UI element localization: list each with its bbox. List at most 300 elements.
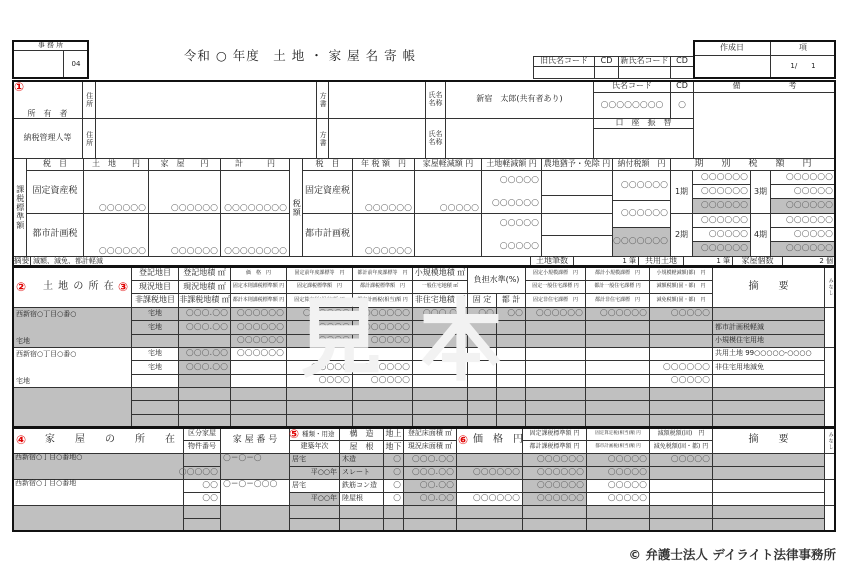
land-header-text: 固定本則課税標準額 円	[232, 283, 285, 290]
house-cell	[383, 479, 404, 493]
house-location-header	[12, 427, 184, 454]
marker-1: ①	[14, 80, 25, 94]
land-cell-text: ○○○○○○	[236, 321, 284, 332]
land-header-text: 都市計画税(相当)額 円	[357, 296, 408, 303]
land-note	[712, 320, 825, 335]
tax-amount-header-text: 期 別 税 額 円	[694, 158, 812, 169]
burden-fixed-header	[467, 293, 497, 308]
land-cell	[131, 374, 179, 388]
office-code-text: 04	[71, 59, 81, 68]
land-header	[649, 266, 713, 281]
period-label-text: 1期	[674, 186, 689, 196]
page-label-text: 項	[799, 42, 807, 52]
house-header-text: 屋 根	[349, 441, 374, 451]
tax-amount-header-text: 税 目	[315, 159, 340, 169]
period-amount	[692, 213, 751, 228]
house-cell	[522, 466, 587, 480]
land-cell-text: ○○○○○	[370, 375, 410, 386]
land-header	[649, 293, 713, 308]
manager-katagaki-field[interactable]	[328, 118, 426, 159]
land-note	[712, 334, 825, 348]
tax-base-house-text: ○○○○○○	[170, 245, 218, 256]
period-amount	[770, 213, 836, 228]
land-cell-text: ○○○○○	[310, 361, 350, 372]
land-cell-text: ○○○.○○	[185, 321, 228, 332]
payment-amount	[612, 170, 671, 201]
land-cell	[649, 387, 713, 401]
land-header-text: 現況地目	[139, 281, 171, 291]
house-header-text: 都市計画税(相当)額 円	[595, 443, 641, 449]
house-header-text: 減額税額(固) 円	[657, 429, 705, 437]
burden-level-header-text: 負担水準(%)	[473, 274, 520, 284]
house-cell	[649, 505, 713, 519]
house-location-text: 西新宿○丁目○番地○	[15, 453, 83, 461]
marker-5: ⑤	[289, 427, 300, 441]
page-label	[770, 40, 836, 56]
land-cell	[467, 347, 497, 361]
land-cell	[286, 414, 353, 428]
land-header	[352, 280, 413, 294]
land-cell-text: ○○○○○	[670, 375, 710, 386]
house-cell	[649, 466, 713, 480]
house-number-text: ○−○−○	[223, 453, 262, 463]
tax-base-house	[148, 213, 221, 257]
land-location-text: 西新宿○丁目○番○	[16, 310, 77, 318]
land-cell-text: ○○○○○○	[535, 308, 583, 319]
land-header-text: 登記地積 ㎡	[183, 268, 226, 278]
land-note-text: 非住宅用地減免	[715, 362, 764, 371]
tax-amount-label-text: 税額	[292, 198, 302, 217]
remarks-label-text: 備 考	[732, 81, 797, 91]
land-cell	[131, 360, 179, 375]
farmland-deferral-field	[541, 235, 613, 257]
land-note-text: 共用土地 99○○○○○-○○○○	[715, 349, 812, 358]
owner-name-label	[425, 80, 446, 119]
burden-fixed-header-text: 固 定	[472, 295, 492, 305]
land-cell-text: ○○○○○○	[302, 308, 350, 319]
land-note	[712, 347, 825, 361]
land-header	[230, 280, 287, 294]
land-header	[649, 280, 713, 294]
period-label	[670, 170, 693, 214]
land-reduction	[481, 195, 541, 211]
house-header-text: 区分家屋	[188, 429, 216, 438]
house-cell	[522, 518, 587, 532]
shared-land-label-text: 共用土地	[645, 256, 677, 266]
house-header-text: 物件番号	[188, 442, 216, 451]
house-summary-header-text: 摘 要	[748, 434, 789, 446]
land-cell-text: ○○○○○	[310, 335, 350, 346]
tax-amount-header-text: 年 税 額 円	[360, 159, 407, 169]
house-cell-text: ○○○.○○	[411, 454, 454, 465]
account-transfer-label-text: 口 座 振 替	[615, 118, 672, 128]
land-reduction	[481, 172, 541, 188]
house-location-header-text: 家 屋 の 所 在	[45, 434, 175, 446]
house-number	[220, 479, 290, 506]
land-note-text: 都市計画税軽減	[715, 322, 764, 331]
house-header-text: 登記床面積 ㎡	[407, 429, 453, 438]
house-header	[183, 427, 221, 441]
land-header-text: 固定課税標準額 円	[296, 283, 342, 290]
period-amount-text: ○○○○○○	[700, 214, 748, 225]
land-cell	[525, 414, 586, 428]
house-header-text: 現況床面積 ㎡	[407, 442, 453, 451]
shared-land-count-text: 1 筆	[716, 256, 730, 265]
house-cell	[289, 453, 340, 467]
house-cell-text: ○○○○○	[607, 467, 647, 478]
page-value-text: 1/ 1	[790, 62, 816, 71]
land-cell-text: ○○○○○○	[599, 308, 647, 319]
land-cell	[178, 334, 231, 348]
land-cell	[649, 347, 713, 361]
house-cell-text: ○	[393, 493, 401, 504]
house-header-text: 地上	[385, 428, 402, 438]
page-value	[770, 55, 836, 79]
created-date-field	[693, 55, 771, 79]
land-minashi-cell	[824, 307, 836, 348]
land-cell	[230, 320, 287, 335]
land-count-label-text: 土地筆数	[536, 256, 568, 266]
land-cell-text: ○○○○○	[670, 308, 710, 319]
house-cell	[649, 518, 713, 532]
house-cell	[339, 466, 384, 480]
land-cell-text: ○○○.○○	[185, 361, 228, 372]
burden-city-header-text: 都 計	[501, 295, 521, 305]
land-cell-text: ○○○○○○	[236, 348, 284, 359]
house-cell	[403, 479, 457, 493]
created-date-label	[693, 40, 771, 56]
land-cell	[412, 414, 468, 428]
house-price-header-text: 価 格 円	[473, 434, 523, 446]
land-cell	[131, 320, 179, 335]
owner-name-text: 新宿 太郎(共有者あり)	[476, 94, 563, 104]
land-cell	[178, 360, 231, 375]
land-location-use	[14, 414, 131, 427]
house-cell	[183, 453, 221, 467]
house-cell	[712, 466, 825, 480]
tax-base-header-text: 家 屋 円	[160, 159, 209, 169]
land-minashi-cell	[824, 347, 836, 388]
land-cell-text: ○○	[478, 308, 494, 319]
land-cell	[525, 307, 586, 321]
house-cell	[183, 479, 221, 493]
house-cell	[586, 505, 650, 519]
house-number	[220, 453, 290, 480]
period-label	[750, 170, 771, 214]
land-cell	[352, 360, 413, 375]
house-cell-text: ○○	[202, 493, 218, 504]
house-cell	[456, 453, 523, 467]
land-cell	[496, 414, 526, 428]
house-cell-text: ○○○○○○	[536, 467, 584, 478]
land-cell	[496, 400, 526, 415]
land-reduction-text: ○○○○○○	[491, 198, 539, 208]
land-cell-text: ○○○○○○	[362, 321, 410, 332]
land-reduction-text: ○○○○○	[499, 241, 539, 251]
house-cell	[456, 492, 523, 506]
house-cell-text: ○○○.○○	[411, 467, 454, 478]
house-minashi-header-text: みなし	[827, 431, 834, 450]
owner-name-label-text: 氏名名称	[428, 91, 443, 107]
house-cell-text: 平○○年	[310, 494, 337, 503]
land-header	[585, 266, 650, 281]
house-header	[403, 427, 457, 441]
copyright: © 弁護士法人 デイライト法律事務所	[628, 547, 836, 562]
name-code-label-text: 氏名コード	[612, 81, 652, 91]
land-reduction-text: ○○○○○	[499, 218, 539, 228]
land-location	[14, 348, 131, 360]
payment-amount	[612, 227, 671, 257]
house-cell	[522, 492, 587, 506]
land-header-text: 非課税地目	[135, 295, 175, 305]
house-header-text: 固定算定税(相当)額 円	[595, 430, 641, 436]
land-header-text: 固定算定税(相当)額 円	[294, 296, 345, 303]
land-reduction-text: ○○○○○	[499, 175, 539, 185]
house-header-text: 固定課税標準額 円	[529, 429, 580, 437]
land-note	[712, 387, 825, 401]
land-header-text: 登記地目	[139, 268, 171, 278]
house-cell	[403, 518, 457, 532]
tax-amount-header-text: 農地猶予・免除 円	[543, 159, 611, 169]
house-cell	[522, 453, 587, 467]
land-cell	[131, 334, 179, 348]
house-cell	[456, 505, 523, 519]
house-cell-text: ○○○○○	[607, 493, 647, 504]
account-transfer-field	[593, 128, 694, 159]
house-cell	[712, 479, 825, 493]
land-cell	[525, 360, 586, 375]
period-amount-text: ○○○○○	[793, 228, 833, 239]
land-cell-text: ○○○○○○	[362, 308, 410, 319]
period-amount	[770, 227, 836, 242]
land-header	[230, 266, 287, 281]
land-header	[178, 280, 231, 294]
land-cell	[496, 320, 526, 335]
land-cell	[230, 374, 287, 388]
house-cell	[712, 453, 825, 467]
land-cell	[412, 320, 468, 335]
tax-item-name	[26, 213, 84, 257]
land-cell	[496, 387, 526, 401]
manager-name-field[interactable]	[445, 118, 594, 159]
manager-label-text: 納税管理人等	[23, 133, 72, 143]
land-location-use	[14, 374, 131, 387]
period-amount-text: ○○○○○○	[785, 200, 833, 211]
house-header	[339, 427, 384, 441]
house-header-text: 建築年次	[300, 442, 329, 451]
land-cell	[352, 334, 413, 348]
manager-address-label-text: 住所	[85, 130, 94, 147]
tax-item-name-text: 固定資産税	[305, 186, 351, 197]
land-minashi-header-text: みなし	[827, 278, 834, 296]
land-cell	[585, 307, 650, 321]
farmland-deferral-field	[541, 170, 613, 196]
house-cell	[712, 505, 825, 519]
house-header	[383, 440, 404, 454]
office-name-field[interactable]	[12, 50, 64, 79]
land-cell-text: 宅地	[148, 322, 162, 331]
land-cell	[585, 374, 650, 388]
land-cell	[131, 347, 179, 361]
tax-base-total-text: ○○○○○○○○	[224, 202, 287, 213]
land-cell	[525, 320, 586, 335]
land-cell-text: ○○○○○○	[662, 361, 710, 372]
house-number-text: ○−○−○○○	[223, 479, 278, 489]
period-amount	[692, 170, 751, 185]
land-note	[712, 307, 825, 321]
period-amount-text: ○○○○○○	[785, 243, 833, 254]
created-date-label-text: 作成日	[720, 42, 744, 52]
manager-address-field[interactable]	[95, 118, 317, 159]
owner-label-text: 所 有 者	[27, 108, 68, 118]
owner-address-label	[82, 80, 96, 119]
land-cell	[178, 307, 231, 321]
annual-tax-text: ○○○○○○	[364, 245, 412, 256]
land-cell	[352, 387, 413, 401]
house-cell	[649, 492, 713, 506]
office-code	[63, 50, 89, 79]
name-cd-label-text: CD	[676, 81, 688, 91]
manager-label	[12, 118, 83, 159]
land-cell	[131, 387, 179, 401]
house-cell-text: ○○○○○○	[536, 480, 584, 491]
house-cell	[289, 479, 340, 493]
house-cell-text: 居宅	[292, 455, 306, 464]
period-amount-text: ○○○○○○	[785, 214, 833, 225]
land-header	[178, 293, 231, 308]
land-header-text: 都計小規模課標 円	[594, 269, 640, 276]
land-cell	[496, 360, 526, 375]
period-amount	[692, 227, 751, 242]
land-header	[525, 266, 586, 281]
house-reduction	[414, 213, 482, 257]
land-cell	[352, 347, 413, 361]
house-cell	[586, 466, 650, 480]
owner-address-field[interactable]	[95, 80, 317, 119]
house-cell-text: ○○○○○○	[472, 467, 520, 478]
house-cell-text: ○○.○○	[419, 493, 454, 504]
land-cell-text: ○○○○○	[370, 335, 410, 346]
house-cell	[383, 505, 404, 519]
period-amount	[770, 241, 836, 257]
land-cell	[585, 360, 650, 375]
land-cell	[286, 387, 353, 401]
land-header	[412, 280, 468, 294]
tax-item-name	[26, 170, 84, 214]
period-amount-text: ○○○○○○	[700, 185, 748, 196]
period-amount-text: ○○○○○○	[700, 171, 748, 182]
land-cell	[178, 374, 231, 388]
land-cell	[649, 360, 713, 375]
remarks-field[interactable]	[693, 92, 836, 159]
house-cell	[522, 479, 587, 493]
land-cell	[230, 307, 287, 321]
tax-amount-header-text: 納付税額 円	[617, 159, 666, 169]
tax-base-header-text: 土 地 円	[92, 159, 140, 169]
house-location	[12, 505, 184, 532]
land-cell	[230, 334, 287, 348]
house-cell	[456, 479, 523, 493]
land-location	[14, 308, 131, 320]
period-amount	[770, 198, 836, 214]
house-header	[522, 427, 587, 441]
house-cell	[339, 479, 384, 493]
land-cell	[286, 400, 353, 415]
land-cell	[649, 374, 713, 388]
land-header	[178, 266, 231, 281]
period-amount	[770, 184, 836, 199]
land-cell	[178, 387, 231, 401]
tax-item-name-text: 都市計画税	[305, 229, 351, 240]
marker-6: ⑥	[458, 433, 469, 447]
period-amount-text: ○○○○○	[793, 185, 833, 196]
land-cell	[230, 387, 287, 401]
period-amount	[692, 184, 751, 199]
land-note-text: 小規模住宅用地	[715, 336, 764, 345]
land-minashi-cell	[824, 387, 836, 428]
house-cell	[383, 466, 404, 480]
tax-base-land	[83, 170, 149, 214]
land-cell	[412, 334, 468, 348]
land-cell	[467, 307, 497, 321]
land-header	[585, 280, 650, 294]
new-cd-field	[670, 66, 694, 79]
land-cell	[286, 374, 353, 388]
land-cell	[525, 347, 586, 361]
land-header-text: 価 格 円	[245, 269, 271, 276]
payment-amount-text: ○○○○○○	[620, 179, 668, 190]
land-note	[712, 400, 825, 415]
house-cell	[586, 518, 650, 532]
land-location-text: 西新宿○丁目○番○	[16, 350, 77, 358]
land-cell	[412, 307, 468, 321]
land-note	[712, 374, 825, 388]
land-cell	[412, 387, 468, 401]
name-cd-value-text: ○	[678, 99, 686, 110]
land-cell	[352, 320, 413, 335]
summary-text-text: 減額、減免、都計軽減	[33, 256, 103, 265]
tax-base-land-text: ○○○○○○	[98, 245, 146, 256]
land-location-header	[12, 266, 132, 308]
land-cell-text: ○○○○	[318, 375, 350, 386]
owner-katagaki-field[interactable]	[328, 80, 426, 119]
house-cell	[383, 518, 404, 532]
land-cell	[467, 374, 497, 388]
house-header-text: 減免税額(固・都) 円	[653, 442, 709, 450]
land-cell	[496, 347, 526, 361]
house-header	[649, 427, 713, 441]
house-cell-text: ○○○○○○	[536, 454, 584, 465]
old-cd-field	[594, 66, 619, 79]
new-name-code-label-text: 新氏名コード	[620, 56, 669, 66]
land-cell	[352, 414, 413, 428]
manager-name-label	[425, 118, 446, 159]
house-cell	[183, 492, 221, 506]
house-cell	[403, 492, 457, 506]
land-cell	[178, 400, 231, 415]
house-cell-text: ○	[393, 480, 401, 491]
house-cell	[649, 453, 713, 467]
house-cell	[339, 492, 384, 506]
house-cell	[178, 466, 221, 480]
land-header	[585, 293, 650, 308]
land-header-text: 現況地積 ㎡	[183, 281, 226, 291]
house-location	[12, 453, 184, 480]
land-header-text: 非課税地積 ㎡	[179, 295, 230, 305]
land-cell	[178, 347, 231, 361]
land-cell-text: 宅地	[148, 349, 162, 358]
house-cell	[289, 518, 340, 532]
